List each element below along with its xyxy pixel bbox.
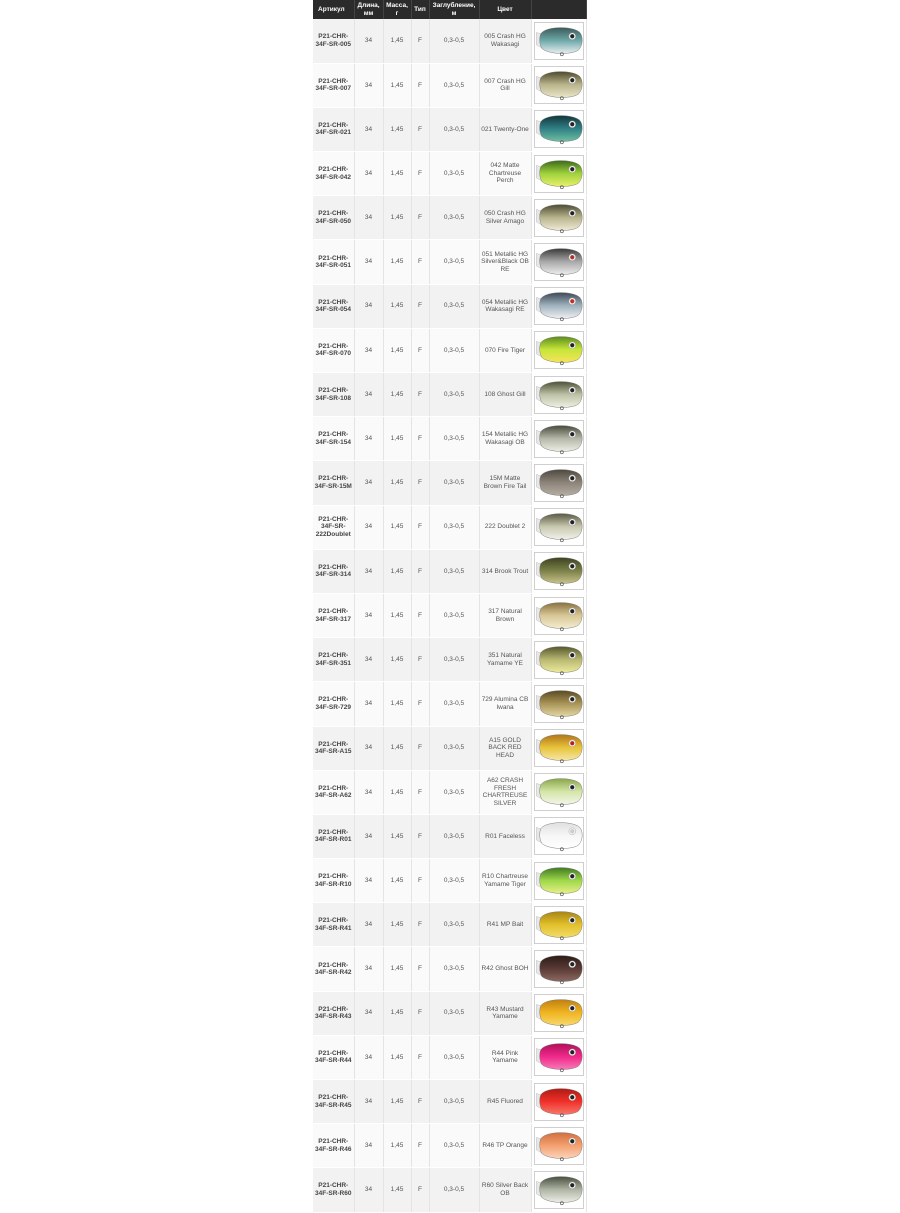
cell-article: P21-CHR-34F-SR-R42 [313,947,354,991]
cell-color: R46 TP Orange [479,1124,531,1168]
cell-type: F [411,549,429,593]
cell-mass: 1,45 [383,505,411,549]
cell-color: A15 GOLD BACK RED HEAD [479,726,531,770]
cell-mass: 1,45 [383,947,411,991]
cell-color: R41 MP Bait [479,903,531,947]
cell-type: F [411,593,429,637]
cell-type: F [411,284,429,328]
cell-type: F [411,638,429,682]
lure-spec-table [313,0,587,1213]
lure-image [534,155,584,193]
cell-depth: 0,3-0,5 [429,505,479,549]
cell-length: 34 [354,152,383,196]
cell-lure-image [531,373,586,417]
cell-lure-image [531,770,586,814]
cell-lure-image [531,638,586,682]
lure-image [534,994,584,1032]
cell-depth: 0,3-0,5 [429,991,479,1035]
cell-depth: 0,3-0,5 [429,417,479,461]
cell-depth: 0,3-0,5 [429,1035,479,1079]
cell-color: 051 Metallic HG Silver&Black OB RE [479,240,531,284]
cell-mass: 1,45 [383,859,411,903]
cell-length: 34 [354,549,383,593]
lure-image [534,199,584,237]
table-body [313,19,586,1212]
cell-color: 021 Twenty-One [479,107,531,151]
cell-depth: 0,3-0,5 [429,328,479,372]
table-row [313,196,586,240]
cell-mass: 1,45 [383,903,411,947]
cell-lure-image [531,947,586,991]
cell-lure-image [531,196,586,240]
cell-depth: 0,3-0,5 [429,726,479,770]
table-row [313,240,586,284]
cell-type: F [411,328,429,372]
header-color: Цвет [479,0,531,19]
cell-depth: 0,3-0,5 [429,903,479,947]
lure-image [534,685,584,723]
cell-mass: 1,45 [383,328,411,372]
cell-color: R60 Silver Back OB [479,1168,531,1212]
lure-image [534,729,584,767]
cell-lure-image [531,63,586,107]
cell-lure-image [531,1035,586,1079]
cell-color: 007 Crash HG Gill [479,63,531,107]
cell-mass: 1,45 [383,63,411,107]
cell-article: P21-CHR-34F-SR-R60 [313,1168,354,1212]
cell-lure-image [531,417,586,461]
cell-mass: 1,45 [383,770,411,814]
cell-length: 34 [354,328,383,372]
cell-type: F [411,505,429,549]
cell-mass: 1,45 [383,107,411,151]
cell-depth: 0,3-0,5 [429,1168,479,1212]
cell-length: 34 [354,1168,383,1212]
cell-lure-image [531,726,586,770]
lure-image [534,1171,584,1209]
cell-mass: 1,45 [383,1124,411,1168]
lure-image [534,862,584,900]
cell-lure-image [531,19,586,63]
cell-mass: 1,45 [383,593,411,637]
cell-color: 108 Ghost Gill [479,373,531,417]
table-row [313,903,586,947]
table-row [313,726,586,770]
table-row [313,770,586,814]
cell-length: 34 [354,638,383,682]
cell-color: R10 Chartreuse Yamame Tiger [479,859,531,903]
cell-length: 34 [354,19,383,63]
table-row [313,328,586,372]
cell-article: P21-CHR-34F-SR-050 [313,196,354,240]
lure-image [534,508,584,546]
cell-type: F [411,63,429,107]
table-row [313,505,586,549]
cell-lure-image [531,152,586,196]
cell-color: R44 Pink Yamame [479,1035,531,1079]
header-depth: Заглубление, м [429,0,479,19]
cell-depth: 0,3-0,5 [429,814,479,858]
lure-image [534,641,584,679]
cell-color: 222 Doublet 2 [479,505,531,549]
cell-depth: 0,3-0,5 [429,240,479,284]
cell-lure-image [531,505,586,549]
lure-image [534,1038,584,1076]
cell-article: P21-CHR-34F-SR-15M [313,461,354,505]
lure-image [534,773,584,811]
cell-length: 34 [354,814,383,858]
cell-depth: 0,3-0,5 [429,152,479,196]
lure-image [534,66,584,104]
table-row [313,859,586,903]
cell-lure-image [531,682,586,726]
cell-article: P21-CHR-34F-SR-R44 [313,1035,354,1079]
cell-length: 34 [354,461,383,505]
cell-article: P21-CHR-34F-SR-054 [313,284,354,328]
cell-article: P21-CHR-34F-SR-108 [313,373,354,417]
cell-color: R45 Fluored [479,1080,531,1124]
cell-lure-image [531,1168,586,1212]
cell-mass: 1,45 [383,19,411,63]
cell-length: 34 [354,1080,383,1124]
lure-image [534,950,584,988]
lure-image [534,1083,584,1121]
table-row [313,991,586,1035]
cell-depth: 0,3-0,5 [429,107,479,151]
table-row [313,461,586,505]
header-image [531,0,586,19]
cell-lure-image [531,1080,586,1124]
cell-article: P21-CHR-34F-SR-351 [313,638,354,682]
cell-length: 34 [354,417,383,461]
cell-length: 34 [354,1124,383,1168]
cell-mass: 1,45 [383,682,411,726]
table-row [313,549,586,593]
cell-color: 005 Crash HG Wakasagi [479,19,531,63]
cell-article: P21-CHR-34F-SR-314 [313,549,354,593]
cell-article: P21-CHR-34F-SR-R10 [313,859,354,903]
cell-color: A62 CRASH FRESH CHARTREUSE SILVER [479,770,531,814]
cell-type: F [411,770,429,814]
cell-article: P21-CHR-34F-SR-R46 [313,1124,354,1168]
lure-image [534,906,584,944]
cell-mass: 1,45 [383,152,411,196]
table-row [313,63,586,107]
cell-article: P21-CHR-34F-SR-070 [313,328,354,372]
cell-depth: 0,3-0,5 [429,196,479,240]
cell-mass: 1,45 [383,1035,411,1079]
cell-article: P21-CHR-34F-SR-R43 [313,991,354,1035]
cell-type: F [411,947,429,991]
cell-depth: 0,3-0,5 [429,682,479,726]
cell-mass: 1,45 [383,417,411,461]
cell-article: P21-CHR-34F-SR-A62 [313,770,354,814]
table-row [313,1168,586,1212]
cell-length: 34 [354,196,383,240]
lure-image [534,464,584,502]
lure-image [534,552,584,590]
cell-article: P21-CHR-34F-SR-R45 [313,1080,354,1124]
table-row [313,682,586,726]
cell-length: 34 [354,991,383,1035]
cell-lure-image [531,328,586,372]
cell-article: P21-CHR-34F-SR-317 [313,593,354,637]
cell-color: 351 Natural Yamame YE [479,638,531,682]
cell-lure-image [531,284,586,328]
cell-color: 050 Crash HG Silver Amago [479,196,531,240]
cell-length: 34 [354,947,383,991]
cell-article: P21-CHR-34F-SR-005 [313,19,354,63]
lure-image [534,22,584,60]
cell-length: 34 [354,859,383,903]
table-row [313,1124,586,1168]
cell-color: 054 Metallic HG Wakasagi RE [479,284,531,328]
cell-depth: 0,3-0,5 [429,859,479,903]
cell-length: 34 [354,107,383,151]
cell-type: F [411,1035,429,1079]
cell-length: 34 [354,284,383,328]
cell-lure-image [531,549,586,593]
cell-lure-image [531,107,586,151]
cell-mass: 1,45 [383,373,411,417]
cell-article: P21-CHR-34F-SR-222Doublet [313,505,354,549]
cell-color: R43 Mustard Yamame [479,991,531,1035]
cell-depth: 0,3-0,5 [429,19,479,63]
cell-mass: 1,45 [383,1168,411,1212]
cell-color: 314 Brook Trout [479,549,531,593]
table-row [313,593,586,637]
table-row [313,19,586,63]
cell-lure-image [531,461,586,505]
cell-article: P21-CHR-34F-SR-R01 [313,814,354,858]
cell-article: P21-CHR-34F-SR-051 [313,240,354,284]
cell-color: 070 Fire Tiger [479,328,531,372]
cell-mass: 1,45 [383,991,411,1035]
lure-image [534,287,584,325]
cell-mass: 1,45 [383,461,411,505]
cell-length: 34 [354,593,383,637]
cell-depth: 0,3-0,5 [429,284,479,328]
cell-depth: 0,3-0,5 [429,1080,479,1124]
cell-length: 34 [354,682,383,726]
table-row [313,152,586,196]
cell-mass: 1,45 [383,814,411,858]
cell-depth: 0,3-0,5 [429,947,479,991]
cell-length: 34 [354,505,383,549]
table-row [313,814,586,858]
cell-mass: 1,45 [383,638,411,682]
cell-type: F [411,814,429,858]
table-row [313,284,586,328]
header-length: Длина, мм [354,0,383,19]
lure-image [534,331,584,369]
cell-lure-image [531,859,586,903]
cell-type: F [411,1080,429,1124]
cell-type: F [411,240,429,284]
cell-mass: 1,45 [383,549,411,593]
table-row [313,1080,586,1124]
cell-article: P21-CHR-34F-SR-729 [313,682,354,726]
cell-length: 34 [354,726,383,770]
cell-mass: 1,45 [383,196,411,240]
cell-type: F [411,1124,429,1168]
cell-type: F [411,196,429,240]
cell-depth: 0,3-0,5 [429,593,479,637]
table-row [313,947,586,991]
cell-type: F [411,859,429,903]
cell-length: 34 [354,1035,383,1079]
cell-length: 34 [354,63,383,107]
lure-image [534,420,584,458]
cell-depth: 0,3-0,5 [429,549,479,593]
cell-type: F [411,991,429,1035]
cell-type: F [411,1168,429,1212]
cell-length: 34 [354,373,383,417]
cell-type: F [411,19,429,63]
cell-type: F [411,373,429,417]
cell-type: F [411,682,429,726]
cell-article: P21-CHR-34F-SR-154 [313,417,354,461]
lure-image [534,817,584,855]
lure-image [534,1127,584,1165]
header-type: Тип [411,0,429,19]
cell-type: F [411,903,429,947]
cell-type: F [411,107,429,151]
cell-type: F [411,461,429,505]
cell-lure-image [531,240,586,284]
cell-article: P21-CHR-34F-SR-A15 [313,726,354,770]
table-row [313,373,586,417]
table-row [313,638,586,682]
cell-depth: 0,3-0,5 [429,1124,479,1168]
lure-image [534,597,584,635]
cell-type: F [411,726,429,770]
cell-lure-image [531,814,586,858]
header-mass: Масса, г [383,0,411,19]
cell-color: 317 Natural Brown [479,593,531,637]
cell-mass: 1,45 [383,726,411,770]
cell-length: 34 [354,770,383,814]
lure-image [534,376,584,414]
cell-type: F [411,417,429,461]
cell-depth: 0,3-0,5 [429,461,479,505]
header-article: Артикул [313,0,354,19]
cell-lure-image [531,1124,586,1168]
cell-depth: 0,3-0,5 [429,638,479,682]
cell-article: P21-CHR-34F-SR-021 [313,107,354,151]
cell-lure-image [531,991,586,1035]
table-row [313,417,586,461]
cell-article: P21-CHR-34F-SR-042 [313,152,354,196]
cell-color: 042 Matte Chartreuse Perch [479,152,531,196]
lure-image [534,110,584,148]
spec-table-container [313,0,586,1213]
cell-lure-image [531,593,586,637]
cell-depth: 0,3-0,5 [429,63,479,107]
cell-color: R42 Ghost BOH [479,947,531,991]
cell-mass: 1,45 [383,1080,411,1124]
cell-article: P21-CHR-34F-SR-007 [313,63,354,107]
cell-lure-image [531,903,586,947]
table-row [313,107,586,151]
cell-type: F [411,152,429,196]
cell-length: 34 [354,240,383,284]
table-header-row [313,0,586,19]
table-row [313,1035,586,1079]
cell-depth: 0,3-0,5 [429,373,479,417]
cell-color: R01 Faceless [479,814,531,858]
cell-length: 34 [354,903,383,947]
cell-color: 729 Alumina CB Iwana [479,682,531,726]
lure-image [534,243,584,281]
cell-color: 154 Metallic HG Wakasagi OB [479,417,531,461]
cell-article: P21-CHR-34F-SR-R41 [313,903,354,947]
cell-mass: 1,45 [383,240,411,284]
cell-depth: 0,3-0,5 [429,770,479,814]
cell-color: 15M Matte Brown Fire Tail [479,461,531,505]
cell-mass: 1,45 [383,284,411,328]
